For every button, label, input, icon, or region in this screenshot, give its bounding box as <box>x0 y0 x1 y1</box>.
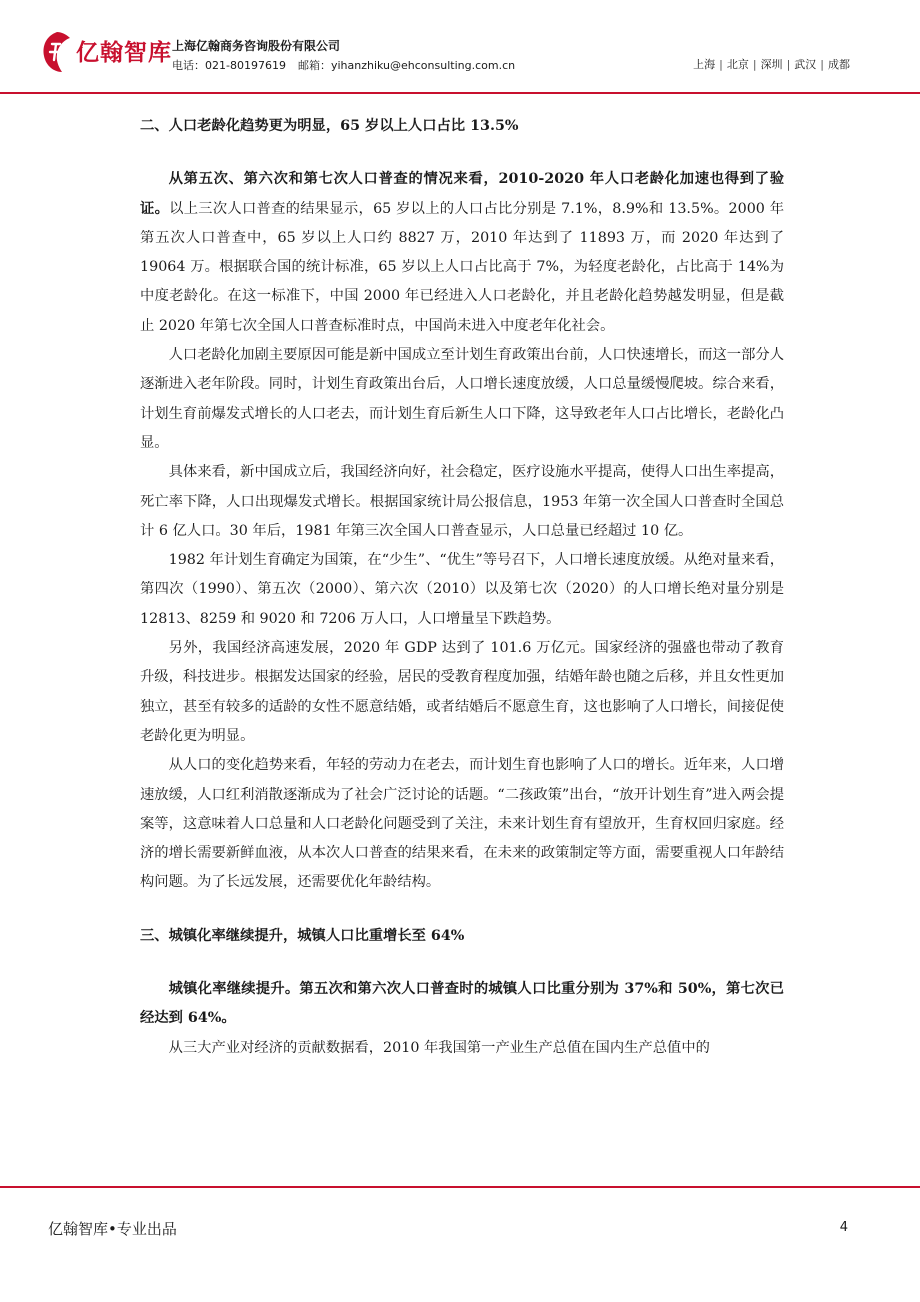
footer-brand: 亿翰智库•专业出品 <box>48 1220 177 1238</box>
city-item: 成都 <box>828 58 850 71</box>
page-number: 4 <box>839 1220 848 1235</box>
paragraph <box>140 975 784 1034</box>
city-item: 深圳 <box>760 58 783 71</box>
company-name: 上海亿翰商务咨询股份有限公司 <box>172 39 341 53</box>
paragraph: 从三大产业对经济的贡献数据看，2010 年我国第一产业生产总值在国内生产总值中的 <box>168 1039 710 1056</box>
city-item: 武汉 <box>794 58 817 71</box>
paragraph: 人口老龄化加剧主要原因可能是新中国成立至计划生育政策出台前，人口快速增长，而这一部分人逐渐进入老年阶段。同时，计划生育政策出台后，人口增长速度放缓，人口总量缓慢爬坡。综合来看，计划生育前爆发式增长的人口老去，而计划生育后新生人口下降，这导致老年人口占比增长，老龄化凸显。 <box>140 347 784 451</box>
paragraph <box>140 165 784 341</box>
paragraph: 具体来看，新中国成立后，我国经济向好，社会稳定，医疗设施水平提高，使得人口出生率提高，死亡率下降，人口出现爆发式增长。根据国家统计局公报信息，1953 年第一次全国人口普查时全国总计 6 亿人口。30 年后，1981 年第三次全国人口普查显示，人口总量已经超过 10 亿。 <box>140 464 784 539</box>
paragraph: 另外，我国经济高速发展，2020 年 GDP 达到了 101.6 万亿元。国家经济的强盛也带动了教育升级，科技进步。根据发达国家的经验，居民的受教育程度加强，结婚年龄也随之后移，并且女性更加独立，甚至有较多的适龄的女性不愿意结婚，或者结婚后不愿意生育，这也影响了人口增长，间接促使老龄化更为明显。 <box>140 640 784 744</box>
logo-text: 亿翰智库 <box>76 40 172 66</box>
document-body <box>140 112 784 1063</box>
city-item: 上海 <box>693 58 716 71</box>
city-list: 上海 | 北京 | 深圳 | 武汉 | 成都 <box>693 58 850 71</box>
phone-text: 电话：021-80197619 <box>172 59 286 72</box>
paragraph: 1982 年计划生育确定为国策，在“少生”、“优生”等号召下，人口增长速度放缓。从绝对量来看，第四次（1990）、第五次（2000）、第六次（2010）以及第七次（2020）的人口增长绝对量分别是 12813、8259 和 9020 和 7206 万人口，人口增量呈下跌趋势。 <box>140 552 784 627</box>
city-item: 北京 <box>726 58 749 71</box>
yihan-logo-icon <box>40 30 74 74</box>
footer-divider <box>0 1186 920 1188</box>
lead-sentence: 城镇化率继续提升。第五次和第六次人口普查时的城镇人口比重分别为 37%和 50%，第七次已经达到 64%。 <box>140 981 784 1027</box>
lead-sentence: 从第五次、第六次和第七次人口普查的情况来看，2010-2020 年人口老龄化加速也得到了验证。 <box>140 171 784 217</box>
contact-info <box>172 57 515 73</box>
page-header <box>0 0 920 96</box>
section-3-heading: 三、城镇化率继续提升，城镇人口比重增长至 64% <box>140 927 465 944</box>
paragraph: 从人口的变化趋势来看，年轻的劳动力在老去，而计划生育也影响了人口的增长。近年来，人口增速放缓，人口红利消散逐渐成为了社会广泛讨论的话题。“二孩政策”出台，“放开计划生育”进入两会提案等，这意味着人口总量和人口老龄化问题受到了关注，未来计划生育有望放开，生育权回归家庭。经济的增长需要新鲜血液，从本次人口普查的结果来看，在未来的政策制定等方面，需要重视人口年龄结构问题。为了长远发展，还需要优化年龄结构。 <box>140 757 784 891</box>
paragraph-text: 以上三次人口普查的结果显示，65 岁以上的人口占比分别是 7.1%，8.9%和 13.5%。2000 年第五次人口普查中，65 岁以上人口约 8827 万，2010 年达到了 11893 万，而 2020 年达到了 19064 万。根据联合国的统计标准，65 岁以上人口占比高于 7%，为轻度老龄化，占比高于 14%为中度老龄化。在这一标准下，中国 2000 年已经进入人口老龄化，并且老龄化趋势越发明显，但是截止 2020 年第七次全国人口普查标准时点，中国尚未进入中度老年化社会。 <box>140 200 784 334</box>
header-divider <box>0 92 920 94</box>
email-text: 邮箱：yihanzhiku@ehconsulting.com.cn <box>297 59 516 72</box>
section-2-heading: 二、人口老龄化趋势更为明显，65 岁以上人口占比 13.5% <box>140 118 519 134</box>
